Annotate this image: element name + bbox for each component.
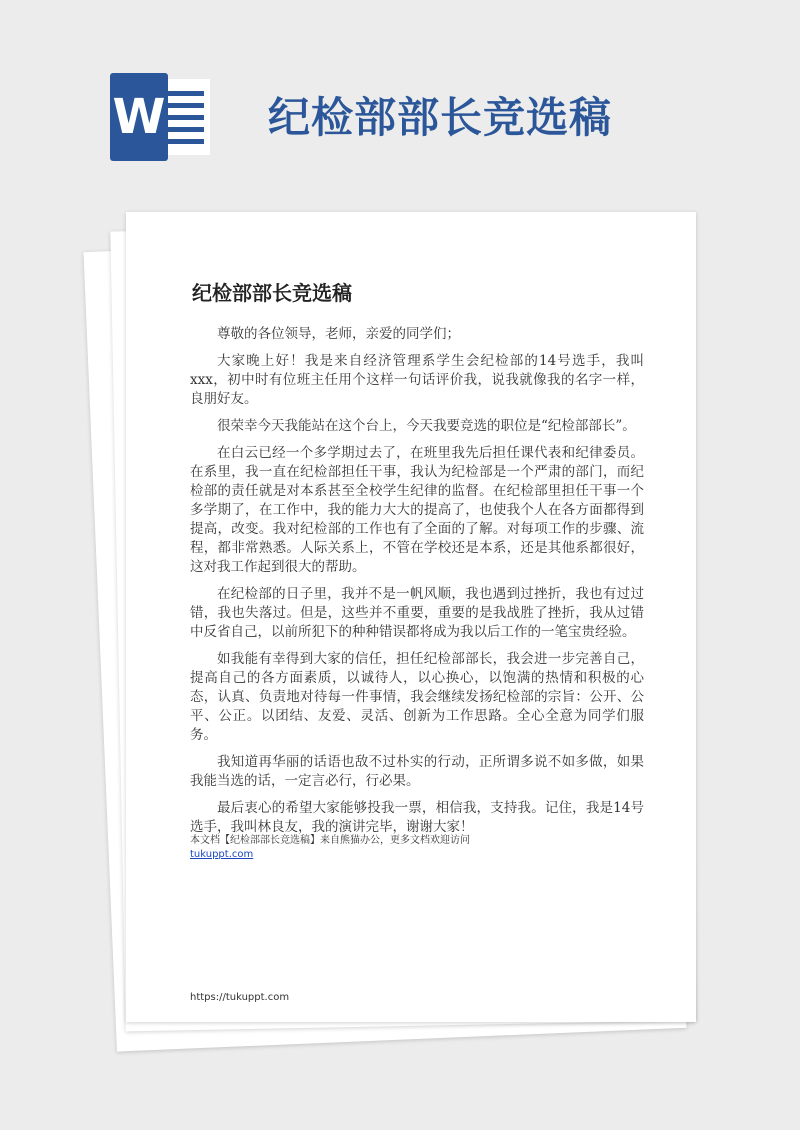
paragraph-greeting: 尊敬的各位领导，老师，亲爱的同学们； — [217, 326, 460, 342]
source-footnote — [190, 834, 470, 862]
footnote-link[interactable]: tukuppt.com — [190, 849, 254, 860]
document-page — [126, 212, 696, 1022]
paragraph-introduction: 大家晚上好！我是来自经济管理系学生会纪检部的14号选手，我叫xxx，初中时有位班主任用个这样一句话评价我，说我就像我的名字一样，良朋好友。 — [190, 353, 644, 407]
paragraph-closing: 最后衷心的希望大家能够投我一票，相信我，支持我。记住，我是14号选手，我叫林良友，我的演讲完毕，谢谢大家！ — [190, 800, 644, 835]
paragraph-setbacks: 在纪检部的日子里，我并不是一帆风顺，我也遇到过挫折，我也有过过错，我也失落过。但是，这些并不重要，重要的是我战胜了挫折，我从过错中反省自己，以前所犯下的种种错误都将成为我以后工作的一笔宝贵经验。 — [190, 586, 644, 640]
paragraph-action: 我知道再华丽的话语也敌不过朴实的行动，正所谓多说不如多做，如果我能当选的话，一定言必行，行必果。 — [190, 754, 644, 789]
document-title: 纪检部部长竞选稿 — [192, 281, 352, 305]
document-body — [190, 325, 644, 845]
paragraph-position: 很荣幸今天我能站在这个台上，今天我要竞选的职位是“纪检部部长”。 — [217, 418, 636, 434]
banner — [0, 0, 800, 200]
word-logo-letter: W — [110, 73, 168, 161]
banner-title: 纪检部部长竞选稿 — [268, 93, 613, 142]
paragraph-commitment: 如我能有幸得到大家的信任，担任纪检部部长，我会进一步完善自己，提高自己的各方面素质，以诚待人，以心换心，以饱满的热情和积极的心态，认真、负责地对待每一件事情，我会继续发扬纪检部的宗旨：公开、公平、公正。以团结、友爱、灵活、创新为工作思路。全心全意为同学们服务。 — [190, 651, 644, 743]
footnote-text: 本文档【纪检部部长竞选稿】来自熊猫办公，更多文档欢迎访问 — [190, 835, 470, 846]
page-footer-url: https://tukuppt.com — [190, 992, 290, 1003]
paragraph-experience: 在白云已经一个多学期过去了，在班里我先后担任课代表和纪律委员。在系里，我一直在纪检部担任干事，我认为纪检部是一个严肃的部门，而纪检部的责任就是对本系甚至全校学生纪律的监督。在纪检部里担任干事一个多学期了，在工作中，我的能力大大的提高了，也使我个人在各方面都得到提高，改变。我对纪检部的工作也有了全面的了解。对每项工作的步骤、流程，都非常熟悉。人际关系上，不管在学校还是本系，还是其他系都很好，这对我工作起到很大的帮助。 — [190, 445, 644, 575]
word-document-icon — [110, 73, 208, 161]
